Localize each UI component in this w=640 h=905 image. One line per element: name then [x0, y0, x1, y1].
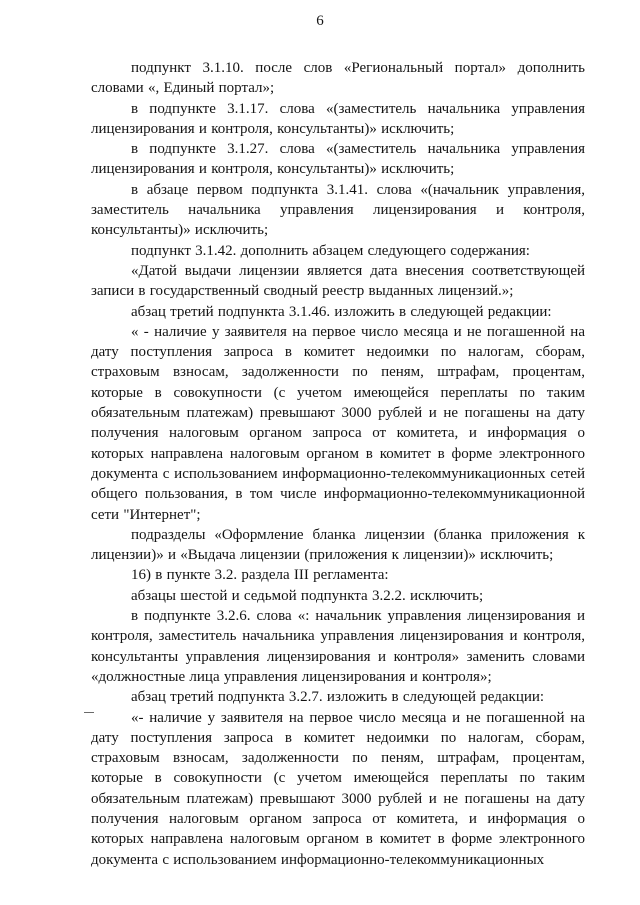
document-body	[91, 58, 585, 870]
paragraph: «Датой выдачи лицензии является дата внесения соответствующей записи в государственный сводный реестр выданных лицензий.»;	[91, 262, 585, 300]
paragraph: в подпункте 3.2.6. слова «: начальник управления лицензирования и контроля, заместитель начальника управления лицензирования и контроля, консультанты управления лицензирования и контроля» заменить словами «должностные лица управления лицензирования и контроля»;	[91, 608, 585, 685]
paragraph: подразделы «Оформление бланка лицензии (бланка приложения к лицензии)» и «Выдача лицензии (приложения к лицензии)» исключить;	[91, 526, 585, 564]
paragraph: подпункт 3.1.42. дополнить абзацем следующего содержания:	[131, 242, 530, 259]
paragraph: в абзаце первом подпункта 3.1.41. слова «(начальник управления, заместитель начальника управления лицензирования и контроля, консультанты)» исключить;	[91, 181, 585, 239]
paragraph: абзац третий подпункта 3.1.46. изложить в следующей редакции:	[131, 303, 552, 320]
paragraph: подпункт 3.1.10. после слов «Региональный портал» дополнить словами «, Единый портал»;	[91, 60, 585, 97]
paragraph: «- наличие у заявителя на первое число месяца и не погашенной на дату поступления запроса в комитет недоимки по налогам, сборам, страховым взносам, задолженности по пеням, штрафам, процентам, которые в совокупности (с учетом имеющейся переплаты по таким обязательным платежам) превышают 3000 рублей и не погашены на дату получения налоговым органом запроса от комитета, и информация о которых направлена налоговым органом в комитет в форме электронного документа с использованием информационно-телекоммуникационных	[91, 709, 585, 868]
page-number: 6	[316, 13, 324, 29]
paragraph: абзацы шестой и седьмой подпункта 3.2.2. исключить;	[131, 587, 484, 604]
paragraph: в подпункте 3.1.17. слова «(заместитель начальника управления лицензирования и контроля, консультанты)» исключить;	[91, 100, 585, 137]
paragraph: 16) в пункте 3.2. раздела III регламента:	[131, 567, 389, 584]
paragraph: абзац третий подпункта 3.2.7. изложить в следующей редакции:	[131, 689, 545, 706]
paragraph: « - наличие у заявителя на первое число месяца и не погашенной на дату поступления запроса в комитет недоимки по налогам, сборам, страховым взносам, задолженности по пеням, штрафам, процентам, которые в совокупности (с учетом имеющейся переплаты по таким обязательным платежам) превышают 3000 рублей и не погашены на дату получения налоговым органом запроса от комитета, и информация о которых направлена налоговым органом в комитет в форме электронного документа с использованием информационно-телекоммуникационных сетей общего пользования, в том числе информационно-телекоммуникационной сети "Интернет";	[91, 323, 585, 523]
scan-smudge	[84, 712, 94, 713]
paragraph: в подпункте 3.1.27. слова «(заместитель начальника управления лицензирования и контроля, консультанты)» исключить;	[91, 141, 585, 178]
